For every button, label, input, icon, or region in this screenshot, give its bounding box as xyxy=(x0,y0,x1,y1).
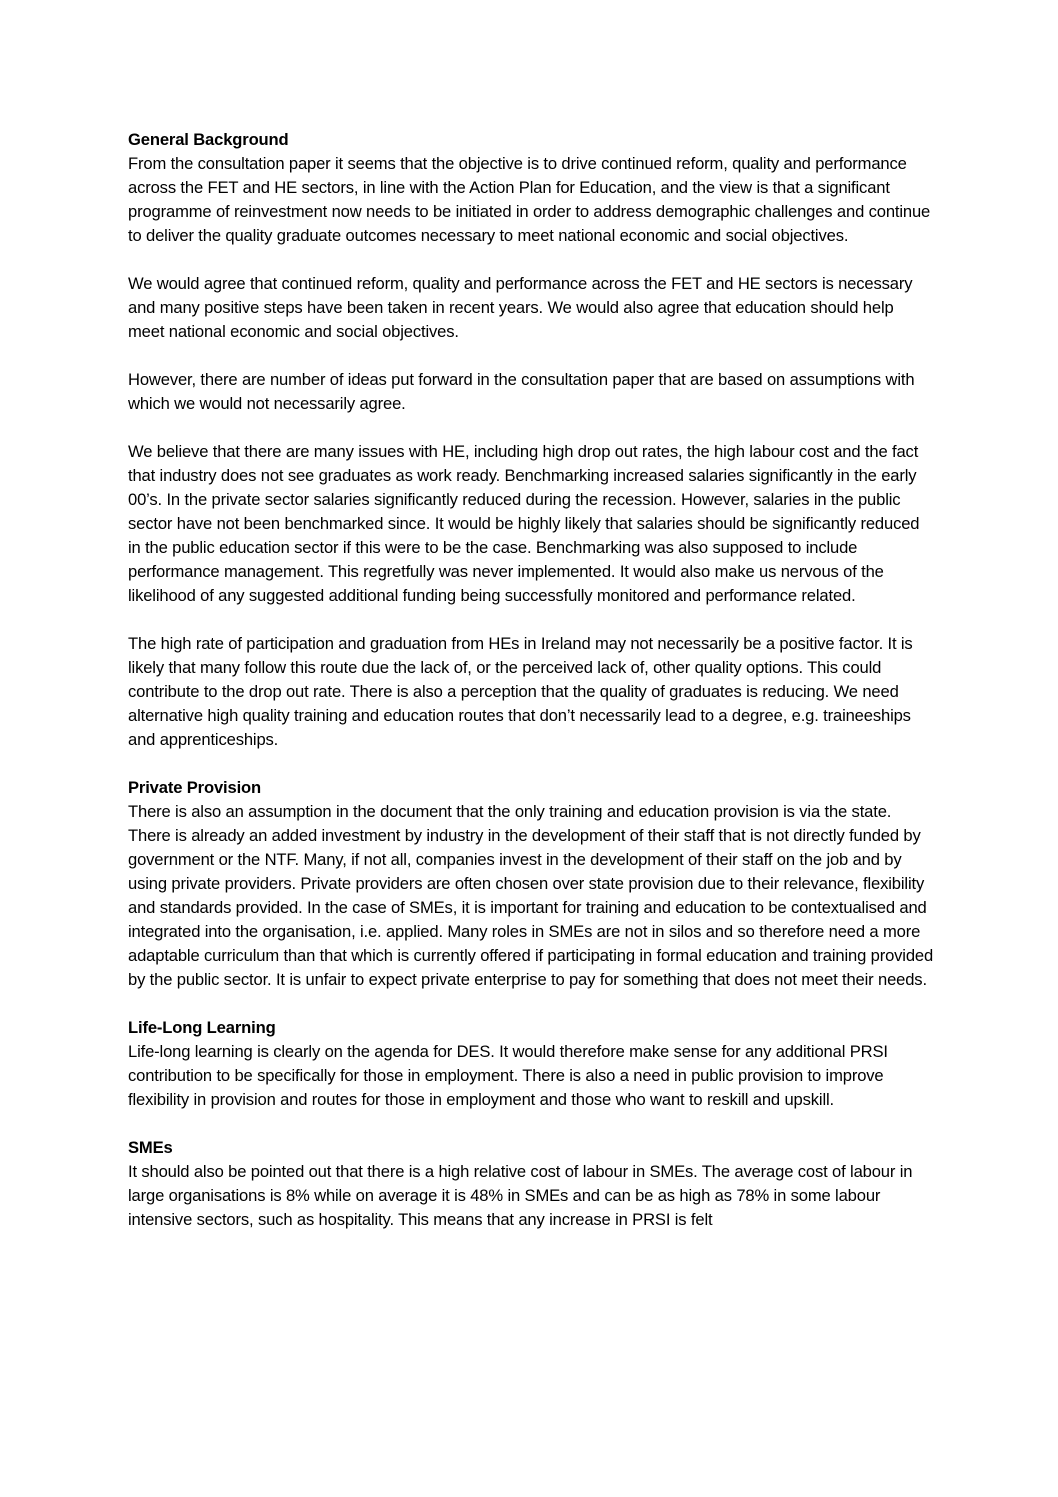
section-heading: SMEs xyxy=(128,1138,173,1157)
section-heading: General Background xyxy=(128,130,289,149)
paragraph: We would agree that continued reform, quality and performance across the FET and HE sectors is necessary and many positive steps have been taken in recent years. We would also agree that education should help meet national economic and social objectives. xyxy=(128,274,913,341)
paragraph: However, there are number of ideas put forward in the consultation paper that are based on assumptions with which we would not necessarily agree. xyxy=(128,370,915,413)
paragraph: We believe that there are many issues with HE, including high drop out rates, the high labour cost and the fact that industry does not see graduates as work ready. Benchmarking increased salaries significantly in the early 00’s. In the private sector salaries significantly reduced during the recession. However, salaries in the public sector have not been benchmarked since. It would be highly likely that salaries should be significantly reduced in the public education sector if this were to be the case. Benchmarking was also supposed to include performance management. This regretfully was never implemented. It would also make us nervous of the likelihood of any suggested additional funding being successfully monitored and performance related. xyxy=(128,442,920,605)
paragraph: It should also be pointed out that there is a high relative cost of labour in SMEs. The average cost of labour in large organisations is 8% while on average it is 48% in SMEs and can be as high as 78% in some labour intensive sectors, such as hospitality. This means that any increase in PRSI is felt xyxy=(128,1162,913,1229)
paragraph: There is also an assumption in the document that the only training and education provision is via the state. There is already an added investment by industry in the development of their staff that is not directly funded by government or the NTF. Many, if not all, companies invest in the development of their staff on the job and by using private providers. Private providers are often chosen over state provision due to their relevance, flexibility and standards provided. In the case of SMEs, it is important for training and education to be contextualised and integrated into the organisation, i.e. applied. Many roles in SMEs are not in silos and so therefore need a more adaptable curriculum than that which is currently offered if participating in formal education and training provided by the public sector. It is unfair to expect private enterprise to pay for something that does not meet their needs. xyxy=(128,802,934,989)
document-body xyxy=(128,128,934,1256)
section-private-provision xyxy=(128,776,934,992)
section-life-long-learning xyxy=(128,1016,934,1112)
section-heading: Private Provision xyxy=(128,778,262,797)
paragraph: Life-long learning is clearly on the agenda for DES. It would therefore make sense for any additional PRSI contribution to be specifically for those in employment. There is also a need in public provision to improve flexibility in provision and routes for those in employment and those who want to reskill and upskill. xyxy=(128,1042,888,1109)
section-smes xyxy=(128,1136,934,1232)
paragraph: The high rate of participation and graduation from HEs in Ireland may not necessarily be a positive factor. It is likely that many follow this route due the lack of, or the perceived lack of, other quality options. This could contribute to the drop out rate. There is also a perception that the quality of graduates is reducing. We need alternative high quality training and education routes that don’t necessarily lead to a degree, e.g. traineeships and apprenticeships. xyxy=(128,634,913,749)
section-heading: Life-Long Learning xyxy=(128,1018,276,1037)
paragraph: From the consultation paper it seems that the objective is to drive continued reform, quality and performance across the FET and HE sectors, in line with the Action Plan for Education, and the view is that a significant programme of reinvestment now needs to be initiated in order to address demographic challenges and continue to deliver the quality graduate outcomes necessary to meet national economic and social objectives. xyxy=(128,154,931,245)
section-general-background xyxy=(128,128,934,752)
